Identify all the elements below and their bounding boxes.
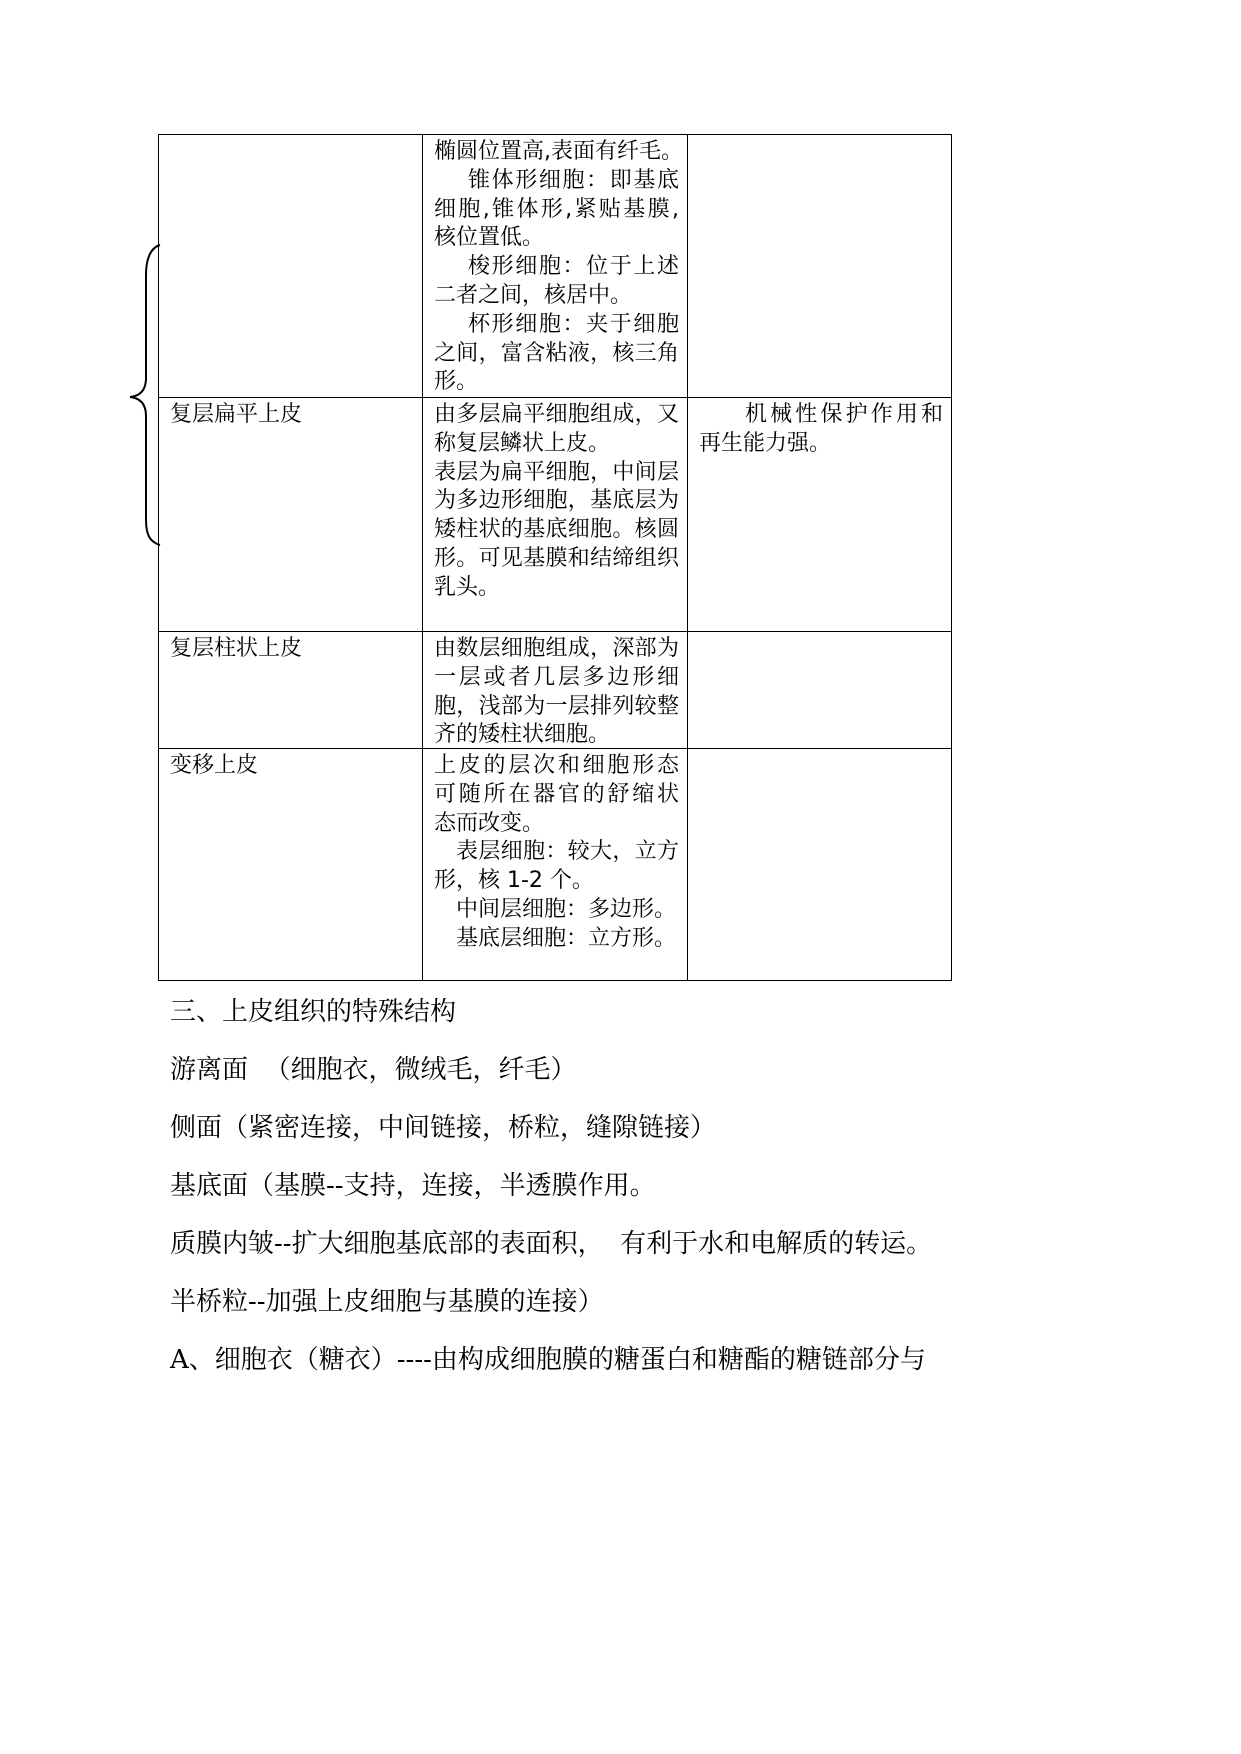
cell-structure xyxy=(423,398,688,632)
structure-line: 锥体形细胞：即基底 xyxy=(468,167,679,193)
cell-type xyxy=(159,632,423,749)
structure-line: 杯形细胞：夹于细胞 xyxy=(468,311,679,337)
structure-line: 形。可见基膜和结缔组织 xyxy=(434,545,679,571)
structure-line: 齐的矮柱状细胞。 xyxy=(434,722,611,748)
structure-line: 矮柱状的基底细胞。核圆 xyxy=(434,517,679,543)
structure-line: 可随所在器官的舒缩状 xyxy=(434,781,679,807)
cell-function xyxy=(688,749,952,981)
paragraph: 基底面（基膜--支持，连接，半透膜作用。 xyxy=(170,1171,656,1201)
structure-line: 形，核 1-2 个。 xyxy=(434,868,594,894)
structure-line: 细胞,锥体形,紧贴基膜, xyxy=(434,196,679,222)
function-line: 机械性保护作用和 xyxy=(745,402,943,427)
structure-line: 表层为扁平细胞，中间层 xyxy=(434,459,679,485)
structure-line: 上皮的层次和细胞形态 xyxy=(434,753,679,778)
structure-line: 梭形细胞：位于上述 xyxy=(468,254,679,280)
structure-line: 由多层扁平细胞组成，又 xyxy=(434,402,679,427)
epithelium-type: 变移上皮 xyxy=(170,753,259,778)
paragraph: A、细胞衣（糖衣）----由构成细胞膜的糖蛋白和糖酯的糖链部分与 xyxy=(170,1345,926,1375)
structure-line: 椭圆位置高,表面有纤毛。 xyxy=(434,139,683,164)
structure-line: 称复层鳞状上皮。 xyxy=(434,430,611,456)
cell-function xyxy=(688,135,952,398)
paragraph: 半桥粒--加强上皮细胞与基膜的连接） xyxy=(170,1287,604,1317)
paragraph: 游离面 （细胞衣，微绒毛，纤毛） xyxy=(170,1055,577,1085)
structure-line: 之间，富含粘液，核三角 xyxy=(434,340,679,366)
cell-structure xyxy=(423,632,688,749)
epithelium-type: 复层扁平上皮 xyxy=(170,402,303,427)
cell-type xyxy=(159,398,423,632)
structure-line: 基底层细胞：立方形。 xyxy=(456,925,677,951)
structure-line: 乳头。 xyxy=(434,574,501,600)
cell-structure xyxy=(423,135,688,398)
paragraph: 质膜内皱--扩大细胞基底部的表面积， 有利于水和电解质的转运。 xyxy=(170,1229,933,1259)
cell-structure xyxy=(423,749,688,981)
structure-line: 表层细胞：较大，立方 xyxy=(456,839,679,865)
structure-line: 中间层细胞：多边形。 xyxy=(456,896,677,922)
structure-line: 形。 xyxy=(434,369,479,395)
epithelium-table xyxy=(158,134,952,981)
epithelium-type: 复层柱状上皮 xyxy=(170,636,303,661)
cell-type xyxy=(159,135,423,398)
structure-line: 一层或者几层多边形细 xyxy=(434,664,679,690)
structure-line: 核位置低。 xyxy=(434,225,545,251)
structure-line: 二者之间，核居中。 xyxy=(434,282,633,308)
function-line: 再生能力强。 xyxy=(699,430,832,456)
cell-type xyxy=(159,749,423,981)
structure-line: 胞，浅部为一层排列较整 xyxy=(434,693,679,719)
special-structures-section xyxy=(170,983,1070,1389)
structure-line: 态而改变。 xyxy=(434,810,545,836)
section-heading: 三、上皮组织的特殊结构 xyxy=(170,997,457,1027)
cell-function xyxy=(688,398,952,632)
paragraph: 侧面（紧密连接，中间链接，桥粒，缝隙链接） xyxy=(170,1113,717,1143)
cell-function xyxy=(688,632,952,749)
structure-line: 由数层细胞组成，深部为 xyxy=(434,636,679,661)
structure-line: 为多边形细胞，基底层为 xyxy=(434,488,679,514)
